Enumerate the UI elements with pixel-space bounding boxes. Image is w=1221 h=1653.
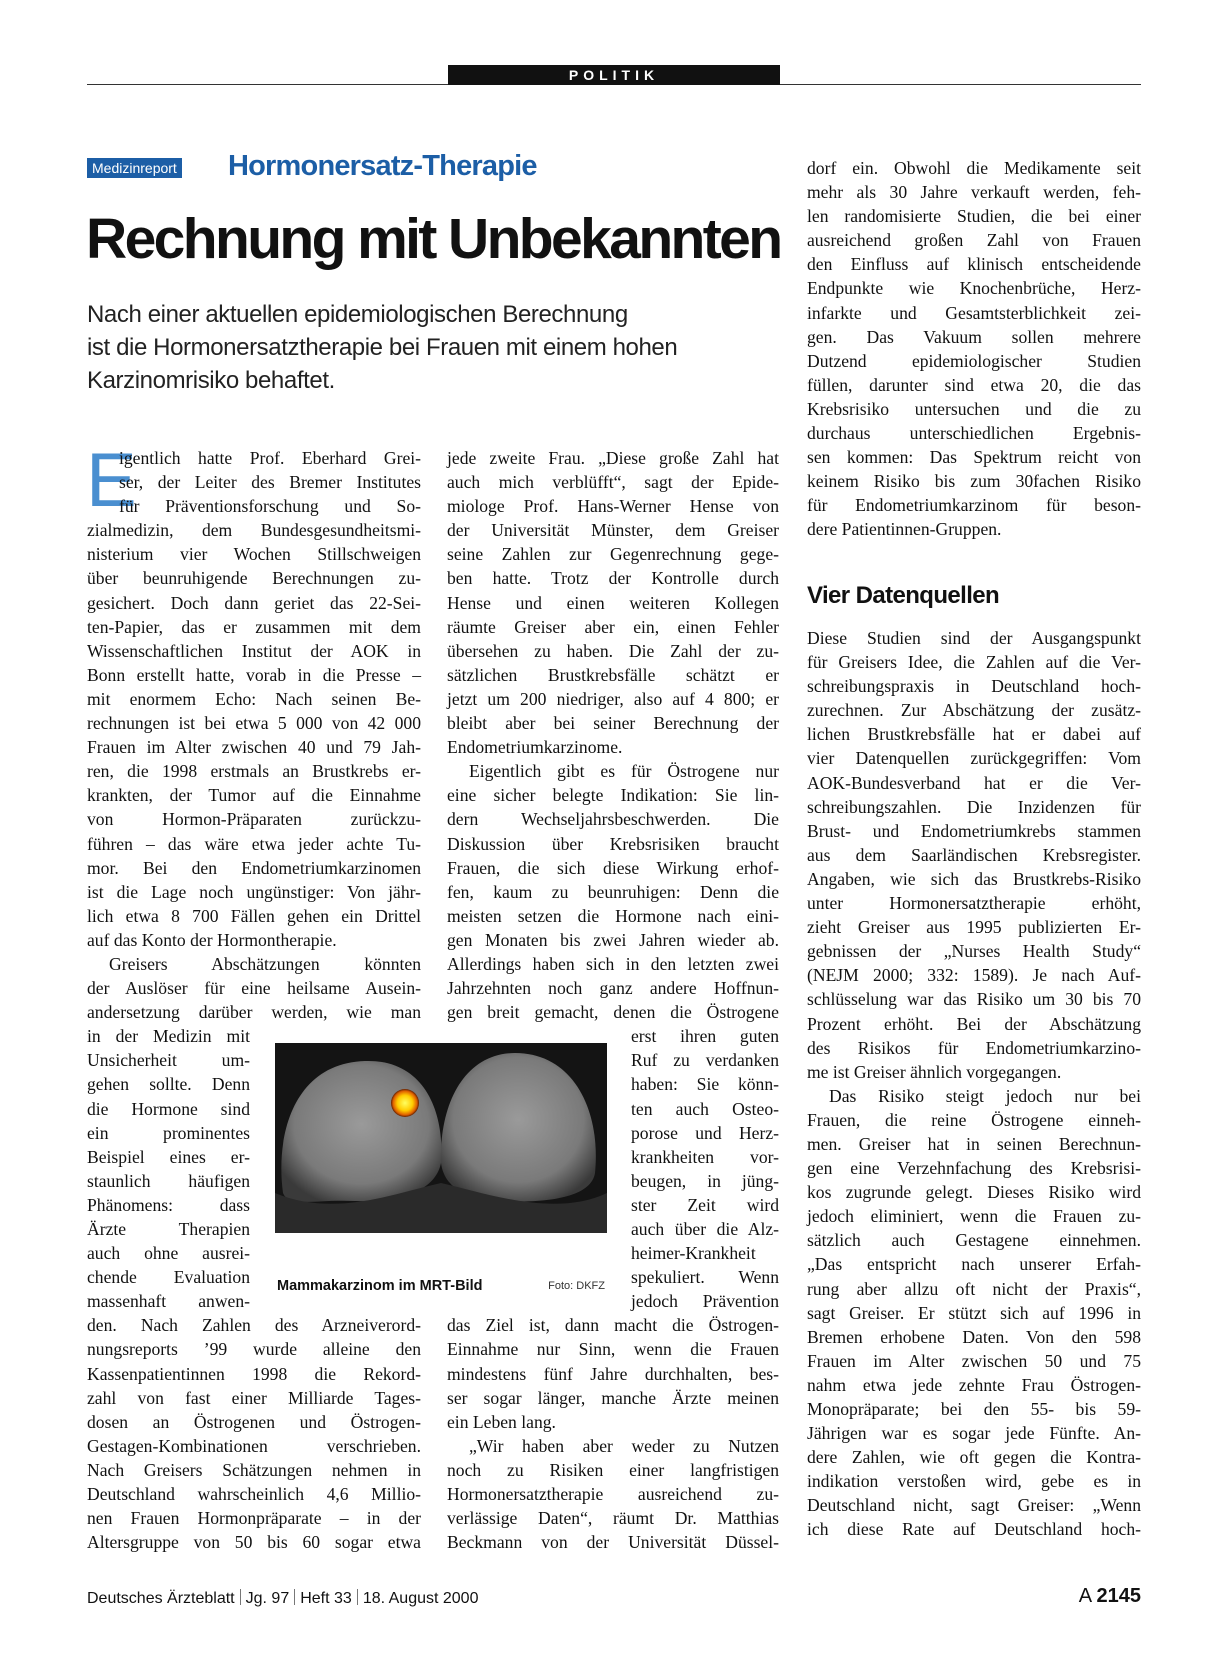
text-line: Gestagen-Kombinationen verschrieben. <box>87 1435 421 1456</box>
text-line: igentlich hatte Prof. Eberhard Grei- <box>119 448 421 468</box>
text-line: Greisers Abschätzungen könnten <box>109 953 421 974</box>
text-line: über beunruhigende Berechnungen zu- <box>87 568 421 589</box>
text-line: auch ohne ausrei- <box>87 1243 250 1264</box>
text-line: dorf ein. Obwohl die Medikamente seit <box>807 158 1141 178</box>
text-line: verlässige Daten“, räumt Dr. Matthias <box>447 1508 779 1529</box>
text-line: mindestens fünf Jahre durchhalten, bes- <box>447 1363 779 1384</box>
text-line: Hense und einen weiteren Kollegen <box>447 592 779 613</box>
text-line: lich etwa 8 700 Fällen gehen ein Drittel <box>87 905 421 926</box>
volume: Jg. 97 <box>245 1590 290 1607</box>
text-line: Diskussion über Krebsrisiken braucht <box>447 833 779 854</box>
text-line: Endometriumkarzinome. <box>447 737 623 758</box>
text-line: auch über die Alz- <box>631 1219 779 1239</box>
article-headline: Rechnung mit Unbekannten <box>86 207 781 271</box>
text-line: für Präventionsforschung und So- <box>119 496 421 517</box>
text-line: Altersgruppe von 50 bis 60 sogar etwa <box>87 1532 421 1553</box>
text-line: sätzlichen Brustkrebsfälle schätzt er <box>447 664 779 685</box>
text-line: rung aber allzu oft nicht der Praxis“, <box>807 1278 1141 1299</box>
text-line: sagt Greiser. Er stützt sich auf 1996 in <box>807 1302 1141 1323</box>
text-line: Beispiel eines er- <box>87 1146 250 1167</box>
text-line: führen – das wäre etwa jeder achte Tu- <box>87 833 421 854</box>
text-column-3-top <box>807 156 1141 542</box>
text-line: in der Medizin mit <box>87 1026 250 1047</box>
text-line: ist die Lage noch ungünstiger: Von jähr- <box>87 881 421 902</box>
text-line: Unsicherheit um- <box>87 1050 250 1071</box>
article-kicker: Hormonersatz-Therapie <box>228 150 537 182</box>
drop-cap: E <box>86 438 137 523</box>
text-line: Brust- und Endometriumkrebs stammen <box>807 820 1141 841</box>
text-line: massenhaft anwen- <box>87 1291 250 1312</box>
text-line: gen Monaten bis zwei Jahren wieder ab. <box>447 929 779 950</box>
text-line: chende Evaluation <box>87 1267 250 1288</box>
text-line: heimer-Krankheit <box>631 1243 756 1264</box>
text-line: miologe Prof. Hans-Werner Hense von <box>447 496 779 517</box>
text-line: Krebsrisiko untersuchen und die zu <box>807 398 1141 419</box>
text-line: nungsreports ’99 wurde alleine den <box>87 1339 421 1360</box>
text-line: krankheiten vor- <box>631 1146 779 1167</box>
text-line: eine sicher belegte Indikation: Sie lin- <box>447 785 779 806</box>
text-line: Einnahme nur Sinn, wenn die Frauen <box>447 1339 779 1360</box>
text-line: meisten setzen die Hormone nach eini- <box>447 905 779 926</box>
text-line: Jahrzehnten noch ganz andere Hoffnun- <box>447 978 779 999</box>
text-line: Wissenschaftlichen Institut der AOK in <box>87 640 421 661</box>
text-line: den. Nach Zahlen des Arzneiverord- <box>87 1315 421 1336</box>
text-line: ein Leben lang. <box>447 1411 556 1432</box>
footer-divider <box>294 1589 295 1605</box>
text-line: fen, kaum zu beunruhigen: Denn die <box>447 881 779 902</box>
text-line: ten auch Osteo- <box>631 1098 779 1119</box>
text-line: men. Greiser hat in seinen Berechnun- <box>807 1133 1141 1154</box>
text-line: infarkte und Gesamtsterblichkeit zei- <box>807 302 1141 323</box>
text-line: mor. Bei den Endometriumkarzinomen <box>87 857 421 878</box>
text-line: keinem Risiko bis zum 30fachen Risiko <box>807 471 1141 492</box>
text-line: den Einfluss auf klinisch entscheidende <box>807 254 1141 275</box>
text-line: die Hormone sind <box>87 1098 250 1119</box>
text-line: schlüsselung war das Risiko um 30 bis 70 <box>807 989 1141 1010</box>
footer-divider <box>357 1589 358 1605</box>
text-line: Phänomens: dass <box>87 1194 250 1215</box>
text-line: porose und Herz- <box>631 1122 779 1143</box>
text-line: Jährigen war es sogar jede Fünfte. An- <box>807 1423 1141 1444</box>
mri-scan-graphic <box>275 1043 607 1233</box>
text-line: seine Zahlen zur Gegenrechnung gege- <box>447 544 779 565</box>
text-line: auf das Konto der Hormontherapie. <box>87 929 337 950</box>
text-line: zahl von fast einer Milliarde Tages- <box>87 1387 421 1408</box>
text-line: zialmedizin, dem Bundesgesundheitsmi- <box>87 520 421 541</box>
text-line: sen kommen: Das Spektrum reicht von <box>807 447 1141 468</box>
text-line: ser sogar länger, manche Ärzte meinen <box>447 1387 779 1408</box>
text-line: jedoch Prävention <box>631 1291 779 1312</box>
text-line: ser, der Leiter des Bremer Institutes <box>119 472 421 493</box>
text-line: jedoch eliminiert, wenn die Frauen zu- <box>807 1206 1141 1227</box>
text-line: ein prominentes <box>87 1122 250 1143</box>
rubric-badge: Medizinreport <box>87 158 182 178</box>
text-line: jede zweite Frau. „Diese große Zahl hat <box>447 448 779 468</box>
text-column-3-bottom <box>807 626 1141 1542</box>
figure-caption: Mammakarzinom im MRT-Bild <box>277 1278 483 1294</box>
text-line: Frauen, die sich diese Wirkung erhof- <box>447 857 779 878</box>
text-line: ben hatte. Trotz der Kontrolle durch <box>447 568 779 589</box>
text-column-2 <box>447 446 779 1554</box>
text-line: beugen, in jüng- <box>631 1170 779 1191</box>
text-line: gebnissen der „Nurses Health Study“ <box>807 941 1141 962</box>
mri-image <box>275 1043 607 1233</box>
footer-divider <box>240 1589 241 1605</box>
text-line: Ärzte Therapien <box>87 1219 250 1239</box>
text-line: me ist Greiser ähnlich vorgegangen. <box>807 1061 1062 1082</box>
text-line: nen Frauen Hormonpräparate – in der <box>87 1508 421 1529</box>
text-line: dosen an Östrogenen und Östrogen- <box>87 1411 421 1432</box>
text-line: gen eine Verzehnfachung des Krebsrisi- <box>807 1158 1141 1179</box>
text-line: Allerdings haben sich in den letzten zwei <box>447 953 779 974</box>
text-line: andersetzung darüber werden, wie man <box>87 1002 421 1023</box>
text-line: Diese Studien sind der Ausgangspunkt <box>807 628 1141 648</box>
text-line: durchaus unterschiedlichen Ergebnis- <box>807 423 1141 444</box>
text-line: mehr als 30 Jahre verkauft werden, feh- <box>807 182 1141 203</box>
text-line: spekuliert. Wenn <box>631 1267 779 1288</box>
text-line: Bonn erstellt hatte, vorab in die Presse – <box>87 664 421 685</box>
text-line: gen. Das Vakuum sollen mehrere <box>807 326 1141 347</box>
text-line: gen breit gemacht, denen die Östrogene <box>447 1002 779 1023</box>
text-line: Frauen, die reine Östrogene einneh- <box>807 1109 1141 1130</box>
page-number-value: 2145 <box>1096 1585 1141 1607</box>
text-line: noch zu Risiken einer langfristigen <box>447 1459 779 1480</box>
text-line: dern Wechseljahrsbeschwerden. Die <box>447 809 779 830</box>
text-line: Bremen erhobene Daten. Von den 598 <box>807 1326 1141 1347</box>
text-line: ausreichend großen Zahl von Frauen <box>807 230 1141 251</box>
footer-citation <box>87 1589 478 1608</box>
text-line: „Das entspricht nach unserer Erfah- <box>807 1254 1141 1275</box>
issue-date: 18. August 2000 <box>362 1590 479 1607</box>
text-line: Prozent erhöht. Bei der Abschätzung <box>807 1013 1141 1034</box>
text-line: Angaben, wie sich das Brustkrebs-Risiko <box>807 868 1141 889</box>
text-line: Beckmann von der Universität Düssel- <box>447 1532 779 1553</box>
text-line: Ruf zu verdanken <box>631 1050 779 1071</box>
text-line: Frauen im Alter zwischen 50 und 75 <box>807 1350 1141 1371</box>
text-line: ster Zeit wird <box>631 1194 779 1215</box>
text-line: (NEJM 2000; 332: 1589). Je nach Auf- <box>807 965 1141 986</box>
text-line: „Wir haben aber weder zu Nutzen <box>469 1435 779 1456</box>
text-line: übersehen zu haben. Die Zahl der zu- <box>447 640 779 661</box>
text-column-1 <box>87 446 421 1554</box>
text-line: rechnungen ist bei etwa 5 000 von 42 000 <box>87 713 421 734</box>
text-line: indikation verstoßen wird, gebe es in <box>807 1471 1141 1492</box>
text-line: Kassenpatientinnen 1998 die Rekord- <box>87 1363 421 1384</box>
text-line: bleibt aber bei seiner Berechnung der <box>447 713 779 734</box>
text-line: vier Datenquellen zurückgegriffen: Vom <box>807 748 1141 769</box>
deck-line: ist die Hormonersatztherapie bei Frauen mit einem hohen <box>87 334 678 361</box>
text-line: ten-Papier, das er zusammen mit dem <box>87 616 421 637</box>
text-line: Monopräparate; bei den 55- bis 59- <box>807 1399 1141 1419</box>
text-line: des Risikos für Endometriumkarzino- <box>807 1037 1141 1058</box>
text-line: der Auslöser für eine heilsame Ausein- <box>87 978 421 999</box>
text-line: für Endometriumkarzinom für beson- <box>807 495 1141 516</box>
section-label: POLITIK <box>448 65 780 85</box>
text-line: Hormonersatztherapie ausreichend zu- <box>447 1484 779 1505</box>
photo-credit: Foto: DKFZ <box>548 1280 605 1292</box>
text-line: zieht Greiser aus 1995 publizierten Er- <box>807 917 1141 938</box>
text-line: kos zugrunde gelegt. Dieses Risiko wird <box>807 1182 1141 1203</box>
text-line: auch mich verblüfft“, sagt der Epide- <box>447 472 779 493</box>
text-line: krankten, der Tumor auf die Einnahme <box>87 785 421 806</box>
text-line: räumte Greiser aber ein, einen Fehler <box>447 616 779 637</box>
text-line: len randomisierte Studien, die bei einer <box>807 206 1141 227</box>
text-line: mit enormem Echo: Nach seinen Be- <box>87 688 421 709</box>
text-line: Dutzend epidemiologischer Studien <box>807 350 1141 371</box>
text-line: der Universität Münster, dem Greiser <box>447 520 779 541</box>
text-line: haben: Sie könn- <box>631 1074 779 1095</box>
text-line: sätzlich auch Gestagene einnehmen. <box>807 1230 1141 1251</box>
text-line: Deutschland wahrscheinlich 4,6 Millio- <box>87 1484 421 1505</box>
text-line: gesichert. Doch dann geriet das 22-Sei- <box>87 592 421 613</box>
text-line: erst ihren guten <box>631 1026 779 1047</box>
text-line: zurechnen. Zur Abschätzung der zusätz- <box>807 700 1141 721</box>
text-line: dere Zahlen, wie oft gegen die Kontra- <box>807 1447 1141 1468</box>
text-line: für Greisers Idee, die Zahlen auf die Ver- <box>807 652 1141 673</box>
text-line: füllen, darunter sind etwa 20, die das <box>807 374 1141 395</box>
page-number <box>1079 1585 1141 1608</box>
text-line: aus dem Saarländischen Krebsregister. <box>807 844 1141 865</box>
text-line: von Hormon-Präparaten zurückzu- <box>87 809 421 830</box>
issue: Heft 33 <box>300 1590 352 1607</box>
text-line: ich diese Rate auf Deutschland hoch- <box>807 1519 1141 1540</box>
text-line: Nach Greisers Schätzungen nehmen in <box>87 1459 421 1480</box>
text-line: Eigentlich gibt es für Östrogene nur <box>469 761 779 782</box>
text-line: jetzt um 200 niedriger, also auf 4 800; er <box>447 688 779 709</box>
page-prefix: A <box>1078 1585 1091 1607</box>
text-line: nisterium vier Wochen Stillschweigen <box>87 544 421 565</box>
article-deck <box>87 298 767 397</box>
text-line: Endpunkte wie Knochenbrüche, Herz- <box>807 278 1141 299</box>
text-line: Das Risiko steigt jedoch nur bei <box>829 1085 1141 1106</box>
text-line: staunlich häufigen <box>87 1170 250 1191</box>
text-line: unter Hormonersatztherapie erhöht, <box>807 893 1141 914</box>
section-subhead: Vier Datenquellen <box>807 582 1000 609</box>
journal-name: Deutsches Ärzteblatt <box>87 1590 235 1607</box>
text-line: gehen sollte. Denn <box>87 1074 250 1095</box>
text-line: dere Patientinnen-Gruppen. <box>807 519 1002 540</box>
deck-line: Karzinomrisiko behaftet. <box>87 367 335 394</box>
text-line: nahm etwa jede zehnte Frau Östrogen- <box>807 1374 1141 1395</box>
text-line: ren, die 1998 erstmals an Brustkrebs er- <box>87 761 421 782</box>
text-line: das Ziel ist, dann macht die Östrogen- <box>447 1315 779 1336</box>
text-line: lichen Brustkrebsfälle hat er dabei auf <box>807 724 1141 745</box>
text-line: Frauen im Alter zwischen 40 und 79 Jah- <box>87 737 421 758</box>
text-line: Deutschland nicht, sagt Greiser: „Wenn <box>807 1495 1141 1516</box>
deck-line: Nach einer aktuellen epidemiologischen Berechnung <box>87 301 628 328</box>
text-line: schreibungspraxis in Deutschland hoch- <box>807 676 1141 697</box>
text-line: schreibungszahlen. Die Inzidenzen für <box>807 796 1141 817</box>
text-line: AOK-Bundesverband hat er die Ver- <box>807 772 1141 793</box>
